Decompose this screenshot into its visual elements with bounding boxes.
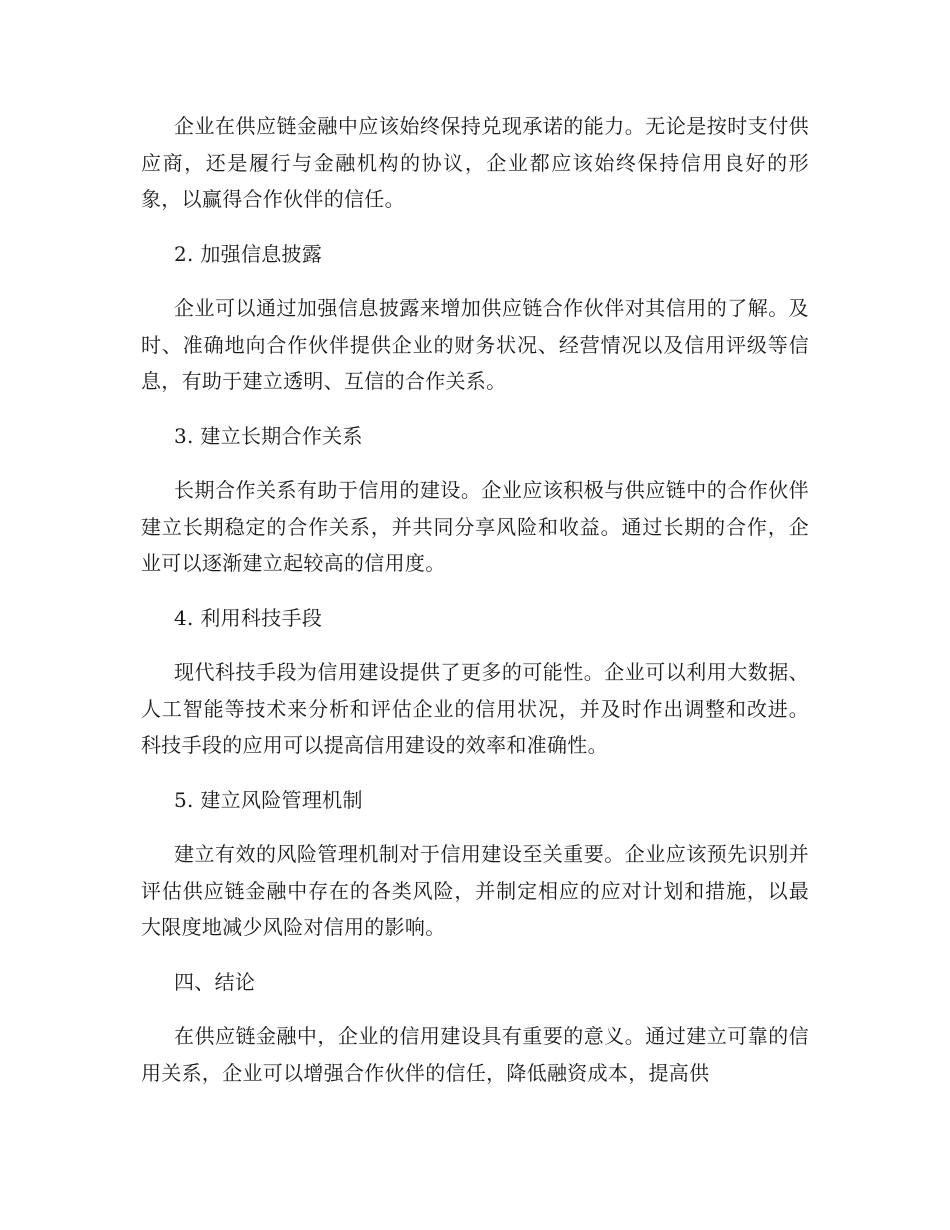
section-heading-risk-management: 5. 建立风险管理机制 <box>174 787 363 812</box>
document-body <box>141 108 809 1109</box>
section-heading-technology: 4. 利用科技手段 <box>174 605 323 630</box>
paragraph-technology: 现代科技手段为信用建设提供了更多的可能性。企业可以利用大数据、人工智能等技术来分析和评估企业的信用状况，并及时作出调整和改进。科技手段的应用可以提高信用建设的效率和准确性。 <box>141 660 809 757</box>
section-heading-info-disclosure: 2. 加强信息披露 <box>174 241 323 266</box>
paragraph-risk-management: 建立有效的风险管理机制对于信用建设至关重要。企业应该预先识别并评估供应链金融中存在的各类风险，并制定相应的应对计划和措施，以最大限度地减少风险对信用的影响。 <box>141 842 809 939</box>
section-heading-long-term-cooperation: 3. 建立长期合作关系 <box>174 423 363 448</box>
paragraph-long-term-cooperation: 长期合作关系有助于信用的建设。企业应该积极与供应链中的合作伙伴建立长期稳定的合作关系，并共同分享风险和收益。通过长期的合作，企业可以逐渐建立起较高的信用度。 <box>141 478 809 575</box>
paragraph-keep-commitments: 企业在供应链金融中应该始终保持兑现承诺的能力。无论是按时支付供应商，还是履行与金融机构的协议，企业都应该始终保持信用良好的形象，以赢得合作伙伴的信任。 <box>141 114 809 211</box>
section-heading-conclusion: 四、结论 <box>174 969 256 994</box>
paragraph-conclusion: 在供应链金融中，企业的信用建设具有重要的意义。通过建立可靠的信用关系，企业可以增强合作伙伴的信任，降低融资成本，提高供 <box>141 1024 809 1085</box>
paragraph-info-disclosure: 企业可以通过加强信息披露来增加供应链合作伙伴对其信用的了解。及时、准确地向合作伙伴提供企业的财务状况、经营情况以及信用评级等信息，有助于建立透明、互信的合作关系。 <box>141 296 809 393</box>
